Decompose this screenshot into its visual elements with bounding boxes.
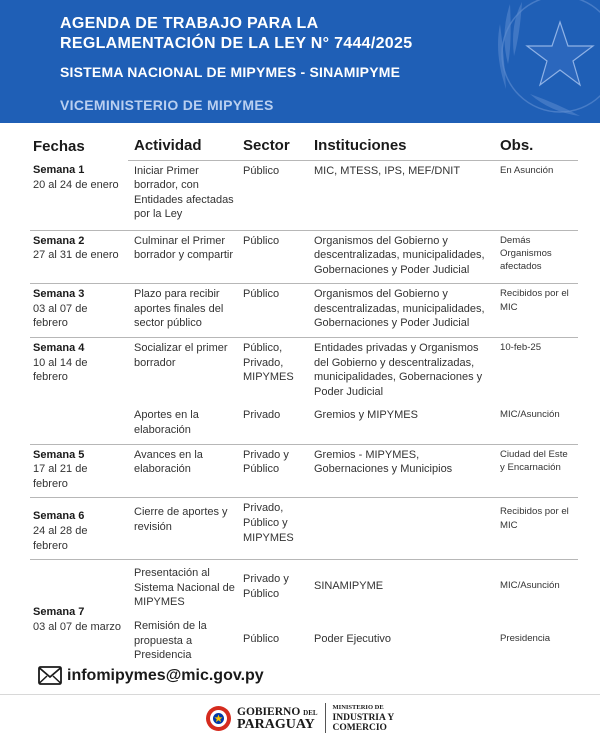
obs-cell: 10-feb-25 [500, 342, 542, 354]
sector-cell: Privado y Público [243, 573, 289, 600]
institutions-cell: Gremios y MIPYMES [311, 405, 497, 444]
email-address[interactable]: infomipymes@mic.gov.py [67, 666, 264, 684]
title-line-2: REGLAMENTACIÓN DE LA LEY N° 7444/2025 [60, 35, 413, 52]
column-header-obs: Obs. [497, 133, 578, 160]
sector-cell: Público [240, 284, 311, 338]
institutions-cell: Organismos del Gobierno y descentralizadas, municipalidades, Gobernaciones y Poder Judicial [311, 284, 497, 338]
column-header-instituciones: Instituciones [311, 133, 497, 160]
paraguay-seal-icon [205, 705, 232, 732]
table-row [30, 160, 578, 230]
sector-cell: Público, Privado, MIPYMES [243, 342, 294, 384]
government-name: GOBIERNO DEL PARAGUAY [237, 705, 318, 732]
week-cell: Semana 4 10 al 14 de febrero [33, 342, 88, 384]
activity-cell: Remisión de la propuesta a Presidencia [134, 619, 207, 662]
obs-cell: En Asunción [497, 160, 578, 230]
sector-cell: Público [240, 160, 311, 230]
logo-divider [325, 703, 326, 733]
viceministry-label: VICEMINISTERIO DE MIPYMES [60, 97, 274, 113]
star-emblem-icon [480, 0, 600, 123]
table-row [30, 498, 578, 560]
page-title [60, 14, 500, 54]
week-cell: Semana 1 20 al 24 de enero [30, 160, 128, 230]
sector-cell: Privado [240, 405, 311, 444]
week-cell: Semana 7 03 al 07 de marzo [33, 606, 122, 634]
obs-cell: Recibidos por el MIC [497, 498, 578, 560]
column-header-actividad: Actividad [128, 133, 240, 160]
subtitle: SISTEMA NACIONAL DE MIPYMES - SINAMIPYME [60, 64, 401, 80]
activity-cell: Cierre de aportes y revisión [128, 498, 240, 560]
week-cell: Semana 6 24 al 28 de febrero [30, 498, 128, 560]
table-row [30, 444, 578, 498]
obs-cell: Recibidos por el MIC [497, 284, 578, 338]
obs-cell: MIC/Asunción [500, 580, 560, 592]
institutions-cell: Poder Ejecutivo [314, 632, 392, 645]
table-header-row [30, 133, 578, 160]
activity-cell: Plazo para recibir aportes finales del sector público [128, 284, 240, 338]
obs-cell: Presidencia [500, 632, 551, 644]
sector-cell: Privado y Público [240, 444, 311, 498]
obs-cell: Ciudad del Este y Encarnación [497, 444, 578, 498]
week-cell: Semana 5 17 al 21 de febrero [30, 444, 128, 498]
institutions-cell: Organismos del Gobierno y descentralizadas, municipalidades, Gobernaciones y Poder Judicial [311, 230, 497, 284]
sector-cell: Privado, Público y MIPYMES [240, 498, 311, 560]
table-row [30, 405, 578, 444]
table-row [30, 338, 578, 406]
activity-cell: Aportes en la elaboración [128, 405, 240, 444]
obs-cell: MIC/Asunción [497, 405, 578, 444]
header-banner [0, 0, 600, 123]
week-cell: Semana 3 03 al 07 de febrero [30, 284, 128, 338]
week-cell: Semana 2 27 al 31 de enero [30, 230, 128, 284]
week-cell [30, 405, 128, 444]
activity-cell: Socializar el primer borrador [134, 342, 228, 369]
table-row [30, 230, 578, 284]
title-line-1: AGENDA DE TRABAJO PARA LA [60, 15, 319, 32]
institutions-cell [311, 498, 497, 560]
column-header-sector: Sector [240, 133, 311, 160]
table-row [30, 560, 578, 616]
institutions-cell: Gremios - MIPYMES, Gobernaciones y Municipios [311, 444, 497, 498]
contact-email[interactable] [38, 666, 264, 685]
ministry-name: MINISTERIO DE INDUSTRIA Y COMERCIO [332, 704, 395, 733]
sector-cell: Público [240, 230, 311, 284]
institutions-cell: Entidades privadas y Organismos del Gobierno y descentralizadas, municipalidades, Gobernaciones y Poder Judicial [314, 342, 483, 398]
institutions-cell: MIC, MTESS, IPS, MEF/DNIT [311, 160, 497, 230]
sector-cell: Público [243, 632, 280, 645]
agenda-table [30, 133, 578, 672]
table-row [30, 284, 578, 338]
activity-cell: Iniciar Primer borrador, con Entidades afectadas por la Ley [128, 160, 240, 230]
column-header-fechas: Fechas [33, 137, 85, 155]
footer-divider [0, 694, 600, 695]
institutions-cell: SINAMIPYME [314, 580, 384, 593]
activity-cell: Culminar el Primer borrador y compartir [128, 230, 240, 284]
activity-cell: Avances en la elaboración [128, 444, 240, 498]
obs-cell: Demás Organismos afectados [497, 230, 578, 284]
email-icon [38, 666, 62, 685]
government-logo [205, 703, 394, 733]
activity-cell: Presentación al Sistema Nacional de MIPYMES [134, 567, 235, 609]
